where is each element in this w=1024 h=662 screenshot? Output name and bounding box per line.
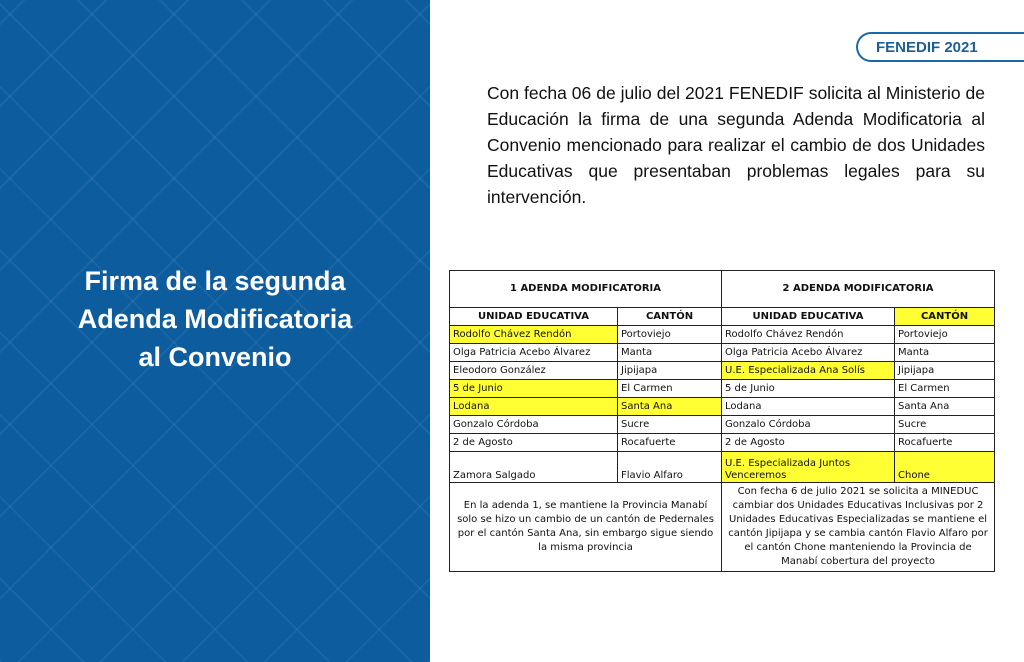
slide-title-line-1: Firma de la segunda [84,266,346,296]
table-cell: Sucre [895,416,995,434]
left-decorative-panel [0,0,430,662]
table-cell: U.E. Especializada Juntos Venceremos [722,452,895,483]
brand-badge [856,32,1024,62]
table-cell: Lodana [450,398,618,416]
table-cell: Santa Ana [895,398,995,416]
table-cell: Sucre [618,416,722,434]
table-row [450,398,995,416]
table-cell: Portoviejo [895,326,995,344]
table-cell: Rocafuerte [895,434,995,452]
table-cell: Zamora Salgado [450,452,618,483]
table-row [450,416,995,434]
group-header-1: 1 ADENDA MODIFICATORIA [450,271,722,308]
column-header-canton-1: CANTÓN [618,308,722,326]
table-cell: Jipijapa [895,362,995,380]
intro-paragraph: Con fecha 06 de julio del 2021 FENEDIF solicita al Ministerio de Educación la firma de una segunda Adenda Modificatoria al Convenio mencionado para realizar el cambio de dos Unidades Educativas que presentaban problemas legales para su intervención. [487,83,985,207]
notes-row [450,483,995,572]
table-cell: Rodolfo Chávez Rendón [722,326,895,344]
table-cell: Olga Patricia Acebo Álvarez [450,344,618,362]
table-cell: Rocafuerte [618,434,722,452]
slide-title [0,262,430,376]
table-cell: Jipijapa [618,362,722,380]
table-cell: 5 de Junio [450,380,618,398]
table-cell: 5 de Junio [722,380,895,398]
table-cell: 2 de Agosto [722,434,895,452]
table-cell: Manta [895,344,995,362]
slide-title-line-3: al Convenio [138,342,292,372]
note-adenda-2: Con fecha 6 de julio 2021 se solicita a MINEDUC cambiar dos Unidades Educativas Inclusivas por 2 Unidades Educativas Especializadas se mantiene el cantón Jipijapa y se cambia cantón Flavio Alfaro por el cantón Chone manteniendo la Provincia de Manabí cobertura del proyecto [722,483,995,572]
table-row [450,344,995,362]
table-cell: Portoviejo [618,326,722,344]
column-header-unidad-1: UNIDAD EDUCATIVA [450,308,618,326]
table-cell: Eleodoro González [450,362,618,380]
table-cell: Manta [618,344,722,362]
brand-label: FENEDIF 2021 [876,39,978,56]
addenda-table [449,270,995,572]
table-cell: 2 de Agosto [450,434,618,452]
table-cell: U.E. Especializada Ana Solís [722,362,895,380]
column-header-row [450,308,995,326]
table-cell: El Carmen [618,380,722,398]
group-header-2: 2 ADENDA MODIFICATORIA [722,271,995,308]
group-header-row [450,271,995,308]
table-cell: Rodolfo Chávez Rendón [450,326,618,344]
table-row [450,452,995,483]
table-cell: El Carmen [895,380,995,398]
table-row [450,380,995,398]
table-row [450,326,995,344]
table-row [450,362,995,380]
table-cell: Chone [895,452,995,483]
table-cell: Gonzalo Córdoba [722,416,895,434]
column-header-unidad-2: UNIDAD EDUCATIVA [722,308,895,326]
slide-title-line-2: Adenda Modificatoria [77,304,353,334]
table-cell: Gonzalo Córdoba [450,416,618,434]
table-cell: Flavio Alfaro [618,452,722,483]
column-header-canton-2: CANTÓN [895,308,995,326]
table-row [450,434,995,452]
table-cell: Olga Patricia Acebo Álvarez [722,344,895,362]
table-cell: Santa Ana [618,398,722,416]
table-cell: Lodana [722,398,895,416]
note-adenda-1: En la adenda 1, se mantiene la Provincia Manabí solo se hizo un cambio de un cantón de Pedernales por el cantón Santa Ana, sin embargo sigue siendo la misma provincia [450,483,722,572]
